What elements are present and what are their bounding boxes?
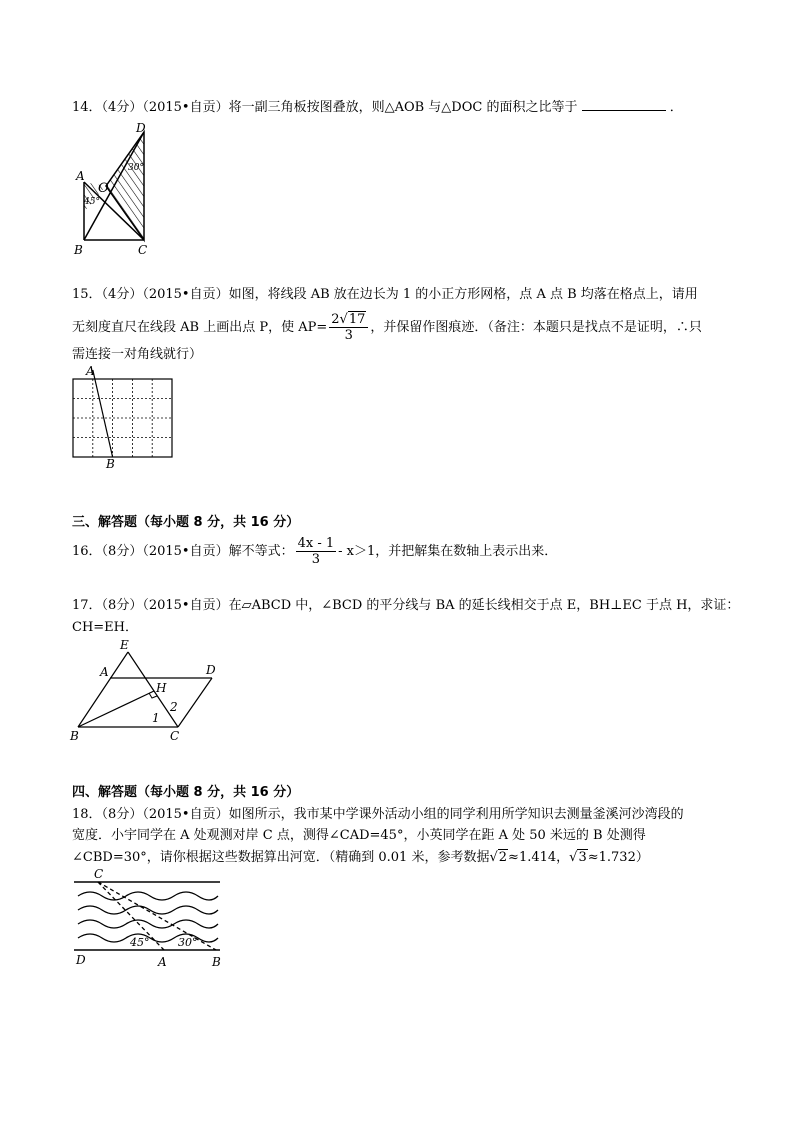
q17-label-e: E — [120, 638, 129, 652]
q17-label-d: D — [206, 663, 216, 677]
q15-line3: 需连接一对角线就行） — [72, 347, 203, 362]
q18-approx3: ≈1.732） — [587, 850, 649, 865]
q17-line1: 17．（8分）（2015•自贡）在▱ABCD 中，∠BCD 的平分线与 BA 的延长线相交于点 E，BH⊥EC 于点 H，求证： — [72, 598, 740, 613]
q18-sqrt3: 3 — [578, 850, 587, 865]
q17-label-c: C — [170, 729, 180, 743]
q18-river-figure — [68, 866, 228, 970]
q18-angle-45: 45° — [130, 936, 150, 949]
triangle-doc — [106, 132, 144, 240]
q18-label-c: C — [94, 867, 104, 881]
q16-post: - x＞1，并把解集在数轴上表示出来． — [338, 544, 558, 559]
q17-label-a: A — [100, 665, 109, 679]
q16-frac-den: 3 — [311, 552, 320, 567]
q15-grid-figure — [72, 364, 176, 472]
q15-frac-radicand: 17 — [348, 312, 366, 327]
q14-line1: 14．（4分）（2015•自贡）将一副三角板按图叠放，则△AOB 与△DOC 的面积之比等于 — [72, 100, 578, 115]
q17-label-b: B — [70, 729, 79, 743]
q15-label-b: B — [106, 457, 115, 471]
q18-approx2: ≈1.414， — [508, 850, 570, 865]
q18-line2: 宽度．小宇同学在 A 处观测对岸 C 点，测得∠CAD=45°，小英同学在距 A 处 50 米远的 B 处测得 — [72, 828, 646, 843]
q14-label-d: D — [136, 121, 146, 135]
q15-frac-den: 3 — [344, 328, 353, 343]
q15-fraction: $\frac{2√17}{3}$ — [329, 312, 368, 343]
section-3-title: 三、解答题（每小题 8 分，共 16 分） — [72, 515, 300, 530]
q15-line2-post: ，并保留作图痕迹．（备注：本题只是找点不是证明，∴只 — [370, 320, 702, 335]
q14-text — [72, 98, 683, 117]
q14-label-o: O — [98, 181, 109, 196]
q17-label-h: H — [156, 681, 167, 695]
section-4-title: 四、解答题（每小题 8 分，共 16 分） — [72, 785, 300, 800]
q17-angle-1: 1 — [152, 711, 160, 725]
q18-label-d: D — [76, 953, 86, 967]
q18-label-a: A — [158, 955, 167, 969]
q18-line3-pre: ∠CBD=30°，请你根据这些数据算出河宽．（精确到 0.01 米，参考数据 — [72, 850, 490, 865]
q18-line1: 18．（8分）（2015•自贡）如图所示，我市某中学课外活动小组的同学利用所学知识去测量釜溪河沙湾段的 — [72, 807, 684, 822]
q18-label-b: B — [212, 955, 221, 969]
q14-angle-45: 45° — [84, 197, 100, 207]
q16-pre: 16．（8分）（2015•自贡）解不等式： — [72, 544, 294, 559]
q15-line1: 15．（4分）（2015•自贡）如图，将线段 AB 放在边长为 1 的小正方形网格，点 A 点 B 均落在格点上，请用 — [72, 287, 698, 302]
q14-end: ． — [669, 100, 683, 115]
q16-frac-num: 4x - 1 — [297, 536, 335, 551]
q14-label-a: A — [76, 169, 85, 183]
q16-fraction — [296, 536, 337, 567]
q17-angle-2: 2 — [170, 700, 178, 714]
q14-figure — [68, 120, 168, 260]
q18-sqrt2: 2 — [498, 850, 508, 865]
q15-line2 — [72, 312, 702, 343]
q14-angle-30: 30° — [128, 163, 144, 173]
q15-frac-coef: 2 — [331, 312, 340, 327]
q15-label-a: A — [86, 364, 95, 378]
q14-answer-blank[interactable] — [582, 98, 666, 111]
q15-line2-pre: 无刻度直尺在线段 AB 上画出点 P，使 AP= — [72, 320, 328, 335]
segment-ab — [93, 370, 113, 457]
q18-line3: ∠CBD=30°，请你根据这些数据算出河宽．（精确到 0.01 米，参考数据√2≈1.414，√3≈1.732） — [72, 850, 649, 865]
q16-text — [72, 536, 557, 567]
q14-label-c: C — [138, 243, 148, 257]
q17-figure — [68, 636, 228, 744]
q14-label-b: B — [74, 243, 83, 257]
q17-line2: CH=EH． — [72, 620, 139, 635]
q18-angle-30: 30° — [178, 936, 198, 949]
